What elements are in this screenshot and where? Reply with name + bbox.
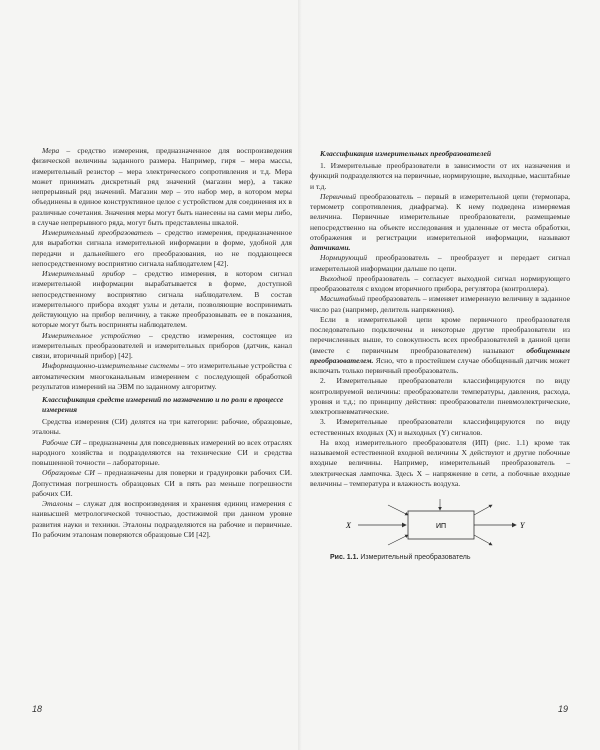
section-heading-left: Классификация средств измерений по назначению и по роли в процессе измерения <box>42 395 284 414</box>
paragraph-output: Выходной преобразователь – согласует выходной сигнал нормирующего преобразователя с входом вторичного прибора, регулятора (контроллера). <box>310 273 570 293</box>
paragraph-systems: Информационно-измерительные системы – это измерительные устройства с автоматическим многоканальным измерением с последующей обработкой результатов измерений на ЭВМ по заданному алгоритму. <box>32 361 292 391</box>
paragraph-reference: Образцовые СИ – предназначены для поверки и градуировки рабочих СИ. Допустимая погрешность образцовых СИ в пять раз меньше погрешности рабочих СИ. <box>32 468 292 498</box>
paragraph-mera: Мера – средство измерения, предназначенное для воспроизведения физической величины заданного размера. Например, гиря – мера массы, измерительный резистор – мера электрического сопротивления и т.д. Мера может принимать дискретный ряд значений (магазин мер), а также непрерывный ряд значений. Магазин мер – это набор мер, в котором меры объединены в единое конструктивное целое с устройством для соединения их в различные сочетания. Значения меры могут быть нанесены на сами меры либо, в случае непрерывного ряда, могут быть представлены шкалой. <box>32 146 292 227</box>
side-input-arrow <box>388 505 408 515</box>
paragraph-scaling: Масштабный преобразователь – изменяет измеренную величину в заданное число раз (например, делитель напряжения). <box>310 294 570 314</box>
paragraph-normalizing: Нормирующий преобразователь – преобразует и передает сигнал измерительной информации дальше по цепи. <box>310 253 570 273</box>
side-input-arrow <box>388 535 408 545</box>
paragraph-working: Рабочие СИ – предназначены для повседневных измерений во всех отраслях народного хозяйства и подразделяются на технические СИ и средства повышенной точности – лабораторные. <box>32 437 292 467</box>
side-output-arrow <box>474 535 492 545</box>
figure-caption: Рис. 1.1. Измерительный преобразователь <box>330 554 471 561</box>
paragraph-input: На вход измерительного преобразователя (ИП) (рис. 1.1) кроме так называемой естественной входной величины X действуют и другие побочные входные величины. Например, измерительный преобразователь – электрическая лампочка. Здесь X – напряжение в сети, а побочные входные величины – температура и влажность воздуха. <box>310 437 570 488</box>
side-output-arrow <box>474 505 492 515</box>
transducer-diagram <box>340 497 530 553</box>
paragraph-classification-2: 2. Измерительные преобразователи классифицируются по виду контролируемой величины: преобразователи температуры, давления, расхода, уровня и т.д.; по принципу действия: преобразователи пневмоэлектрические, электропневматические. <box>310 376 570 416</box>
input-label: X <box>346 521 351 530</box>
paragraph-standards: Эталоны – служат для воспроизведения и хранения единиц измерения с наивысшей метрологической точностью, достижимой при данном уровне развития науки и техники. Эталоны подразделяются на рабочие и первичные. По рабочим эталонам поверяются образцовые СИ [42]. <box>32 499 292 539</box>
paragraph-classification-3: 3. Измерительные преобразователи классифицируются по виду естественных входных (X) и выходных (Y) сигналов. <box>310 417 570 437</box>
section-heading-right: Классификация измерительных преобразователей <box>320 149 492 158</box>
paragraph-primary: Первичный преобразователь – первый в измерительной цепи (термопара, термометр сопротивления, диафрагма). К нему подведена измеряемая величина. Первичные измерительные преобразователи, размещаемые непосредственно на объекте исследования и удаленные от места обработки, отображения и регистрации измерительной информации, называют датчиками. <box>310 191 570 252</box>
term-mera: Мера <box>42 146 60 155</box>
output-label: Y <box>520 521 525 530</box>
figure-transducer-diagram <box>310 497 570 553</box>
paragraph-instrument: Измерительный прибор – средство измерения, в котором сигнал измерительной информации вырабатывается в форме, доступной непосредственному восприятию сигнала наблюдателем. В состав измерительного прибора входят узлы и детали, позволяющие воспринимать действующую на прибор величину, а также преобразовывать ее в показания, которые могут быть восприняты наблюдателем. <box>32 269 292 330</box>
transducer-box-label: ИП <box>435 523 447 530</box>
right-page <box>300 0 600 750</box>
paragraph-device: Измерительное устройство – средство измерения, состоящее из измерительных преобразователей и измерительных приборов (датчик, канал связи, вторичный прибор) [42]. <box>32 330 292 360</box>
page-number-right: 19 <box>557 704 568 714</box>
paragraph-classification-1: 1. Измерительные преобразователи в зависимости от их назначения и функций подразделяются на первичные, нормирующие, выходные, масштабные и т.д. <box>310 161 570 191</box>
paragraph-generalized: Если в измерительной цепи кроме первичного преобразователя последовательно подключены и некоторые другие преобразователи из перечисленных выше, то совокупность всех преобразователей в данной цепи (вместе с первичным преобразователем) называют обобщенным преобразователем. Ясно, что в простейшем случае обобщенный датчик может включать только первичный преобразователь. <box>310 314 570 375</box>
page-number-left: 18 <box>32 704 43 714</box>
paragraph-transducer: Измерительный преобразователь – средство измерения, предназначенное для выработки сигнала измерительной информации в форме, удобной для передачи и дальнейшего его преобразования, но не поддающееся непосредственному восприятию сигнала наблюдателем [42]. <box>32 228 292 268</box>
paragraph-categories: Средства измерения (СИ) делятся на три категории: рабочие, образцовые, эталоны. <box>32 417 292 437</box>
